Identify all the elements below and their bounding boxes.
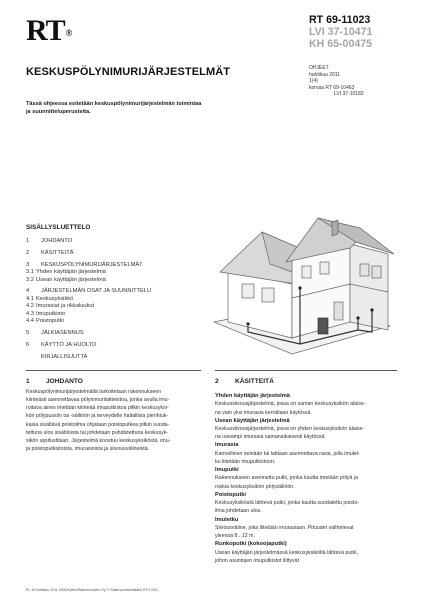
house-illustration: [200, 214, 400, 360]
toc-number: 3.1: [26, 269, 34, 276]
intro-line: ja suunnitteluperusteita.: [26, 109, 91, 116]
intro-line: Tässä ohjeessa esitetään keskuspölynimurijärjestelmän toimintaa: [26, 101, 202, 107]
toc-label: JÄRJESTELMÄN OSAT JA SUUNNITTELU: [41, 288, 152, 295]
definition-term: Imuputki: [215, 467, 239, 474]
toc-item: [26, 269, 176, 277]
card-codes: [309, 14, 409, 50]
toc-item: [26, 303, 176, 311]
meta-replaces-label: korvaa: [309, 84, 325, 91]
section-1-body: [26, 388, 216, 453]
section-number: 1: [26, 378, 30, 385]
rt-logo: [26, 16, 71, 46]
definition-text: yleensä 8...12 m.: [215, 533, 255, 540]
body-line: kasia sisältävä poistoilma ohjataan poistoputkea pitkin suoda-: [26, 421, 170, 428]
body-line: kiinteästi asennettavaa pölynimurilaitteistoa, jonka avulla imu-: [26, 397, 170, 404]
body-line: Keskuspölynimurijärjestelmällä tarkoitetaan rakennukseen: [26, 389, 162, 395]
toc-label: Keskusyksikkö: [36, 295, 74, 302]
definition-text: Usean käyttäjän järjestelmässä keskusyksiköltä lähtevä putki,: [215, 549, 358, 556]
toc-label: Usean käyttäjän järjestelmä: [36, 276, 106, 283]
definition-text: ku liitetään imuputkistoon.: [215, 458, 276, 465]
toc-item: [26, 342, 176, 350]
toc-number: 2: [26, 249, 30, 256]
toc-label: KÄYTTÖ JA HUOLTO: [41, 341, 97, 348]
toc-item: [26, 330, 176, 338]
toc-number: 1: [26, 238, 30, 244]
body-line: tettuna ulos sisätiloista tai johdetaan puhdistettuna keskusyk-: [26, 429, 169, 436]
section-divider: [26, 370, 201, 371]
definition-text: Siivousväline, joka liitetään imurasiaan. Pituudet vaihtelevat: [215, 524, 354, 531]
page-title: KESKUSPÖLYNIMURIJÄRJESTELMÄT: [26, 66, 231, 78]
section-divider: [215, 370, 397, 371]
section-number: 2: [215, 378, 219, 385]
toc-number: [26, 354, 41, 362]
definitions-list: [215, 392, 405, 565]
central-unit-icon: [318, 318, 328, 334]
toc-item: [26, 318, 176, 326]
toc-item: [26, 311, 176, 319]
definition-text: na vain yksi imurasia kerrallaan käytössä.: [215, 409, 312, 416]
definition-term: Usean käyttäjän järjestelmä: [215, 417, 290, 424]
definition-text: roskia keskusyksikön pölysäiliöön.: [215, 483, 295, 490]
toc-item: [26, 354, 176, 362]
section-1-heading: [26, 378, 83, 385]
definition-term: Imurasia: [215, 442, 239, 449]
toc-item: [26, 288, 176, 296]
rt-logo-text: RT: [26, 14, 65, 47]
toc-label: Yhden käyttäjän järjestelmä: [36, 269, 106, 276]
toc-number: 4.2: [26, 303, 34, 310]
toc-label: Poistoputki: [36, 318, 64, 325]
definition-term: Runkoputki (kokoojaputki): [215, 541, 287, 548]
toc-label: KÄSITTEITÄ: [41, 249, 74, 256]
code-kh: KH 65-00475: [309, 38, 373, 50]
toc-item: [26, 250, 176, 258]
definition-text: Keskussiivousjärjestelmä, jossa on saman keskusyksikön alaise-: [215, 401, 366, 408]
body-line: roitava aines imetään kiinteää imuputkistoa pitkin keskusyksi-: [26, 405, 169, 412]
section-2-heading: [215, 378, 274, 385]
toc-number: 5: [26, 330, 30, 337]
toc-item: [26, 277, 176, 285]
toc-number: 6: [26, 341, 30, 348]
definition-text: Kannellinen seinään tai lattiaan asennettava rasia, jolla imulet-: [215, 450, 361, 457]
toc-heading: SISÄLLYSLUETTELO: [26, 224, 91, 231]
definition-text: na useampi imurasia samanaikaisesti käytössä.: [215, 434, 326, 441]
body-line: kön pölypussiin tai -säiliöön ja terveydelle haitallisia pienhiuk-: [26, 413, 169, 420]
toc-label: Imuputkisto: [36, 310, 66, 317]
section-title: KÄSITTEITÄ: [235, 378, 274, 385]
toc-number: 3.2: [26, 276, 34, 283]
meta-pages: 1(4): [309, 78, 318, 85]
toc-label: KIRJALLISUUTTA: [41, 353, 88, 360]
toc-item: [26, 296, 176, 304]
toc-item: [26, 262, 176, 270]
body-line: sikön sijoitustilaan. Järjestelmä koostuu keskusyksiköstä, imu-: [26, 437, 171, 444]
definition-text: ilma johdetaan ulos.: [215, 508, 262, 515]
body-line: ja poistoputkistoista, imurasioista ja siivousvälineistä.: [26, 446, 150, 453]
toc-label: JOHDANTO: [41, 238, 73, 244]
definition-text: Rakennukseen asennettu putki, jonka kautta imetään pölyä ja: [215, 475, 359, 482]
definition-term: Imuletku: [215, 516, 239, 523]
meta-replaces-2: LVI 37-10182: [334, 91, 364, 98]
table-of-contents: [26, 238, 176, 361]
registered-mark: ®: [65, 28, 72, 38]
toc-number: 4.1: [26, 295, 34, 302]
toc-number: 3: [26, 261, 30, 268]
meta-date: huhtikuu 2011: [309, 71, 341, 78]
toc-number: 4: [26, 288, 30, 295]
definition-text: johon asuntojen imuputkistot liittyvät: [215, 557, 300, 564]
code-lvi: LVI 37-10471: [309, 26, 373, 38]
definition-term: Poistoputki: [215, 491, 246, 498]
footer-imprint: PL 15 huhtikuu 2011 1800/Kytkin/Rakennustieto Oy © Rakennustietosäätiö RTS 2011: [26, 588, 159, 592]
definition-text: Keskusyksiköstä lähtevä putki, jonka kautta suodatettu poisto-: [215, 500, 360, 507]
toc-label: Imurasiat ja rikkaluukut: [36, 303, 95, 310]
definition-term: Yhden käyttäjän järjestelmä: [215, 393, 290, 399]
section-title: JOHDANTO: [46, 378, 83, 385]
code-rt: RT 69-11023: [309, 14, 371, 26]
definition-text: Keskussiivousjärjestelmä, jossa on yhden keskusyksikön alaise-: [215, 426, 365, 432]
meta-type: OHJEET: [309, 65, 329, 71]
meta-replaces-1: RT 69-10463: [325, 84, 355, 91]
toc-item: [26, 238, 176, 246]
meta-replaces-row: [309, 85, 364, 92]
card-meta: [309, 65, 364, 98]
toc-label: JÄLKIASENNUS: [41, 330, 84, 337]
intro-text: [26, 100, 246, 116]
toc-number: 4.3: [26, 310, 34, 317]
toc-number: 4.4: [26, 318, 34, 325]
toc-label: KESKUSPÖLYNIMURIJÄRJESTELMÄT: [41, 261, 143, 268]
